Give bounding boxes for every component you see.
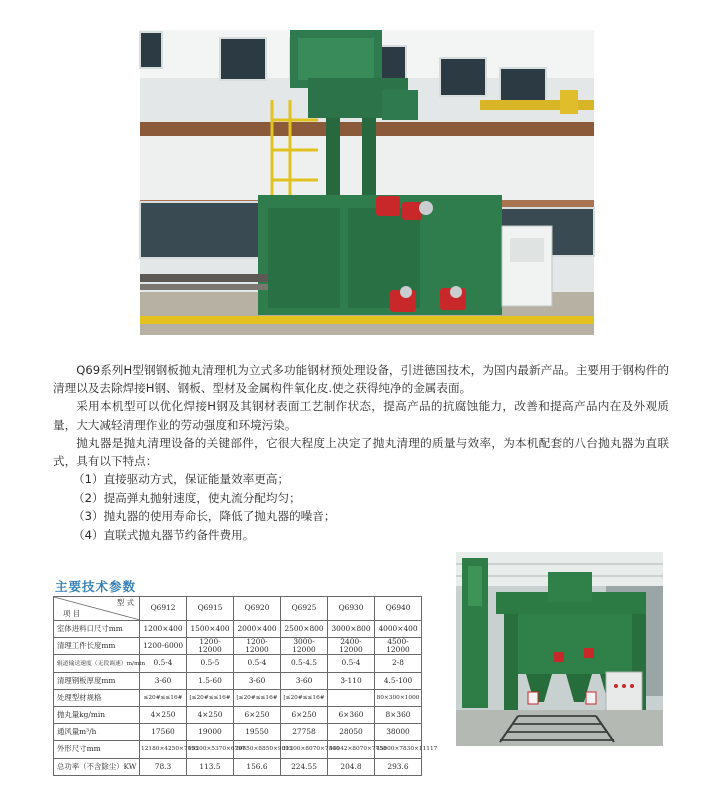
row-label: 处理型材规格 xyxy=(54,689,140,706)
header-item-label: 项 目 xyxy=(63,608,81,618)
table-cell: 19000 xyxy=(187,724,234,741)
table-row xyxy=(54,689,422,706)
table-cell: 44042×8070×7758 xyxy=(328,741,375,758)
table-cell: 2500×800 xyxy=(281,621,328,638)
table-row xyxy=(54,621,422,638)
table-cell: 0.5-4 xyxy=(234,655,281,672)
table-cell: 0.5-4 xyxy=(140,655,187,672)
row-label: 室体进料口尺寸mm xyxy=(54,621,140,638)
table-cell: 12180×4250×7095 xyxy=(140,741,187,758)
table-row xyxy=(54,638,422,655)
table-row xyxy=(54,655,422,672)
table-row xyxy=(54,741,422,758)
table-cell: 113.5 xyxy=(187,758,234,775)
table-cell: 78.3 xyxy=(140,758,187,775)
roller-conveyor-machine-image xyxy=(456,552,663,746)
feature-item: （4）直联式抛丸器节约备件费用。 xyxy=(73,528,255,542)
table-cell: 1200×400 xyxy=(140,621,187,638)
row-label: 总功率（不含除尘）KW xyxy=(54,758,140,775)
machine-photo-secondary xyxy=(456,552,663,746)
model-header: Q6930 xyxy=(328,597,375,621)
table-cell: 2-8 xyxy=(375,655,422,672)
table-cell: ≤20#≤≤16# xyxy=(140,689,187,706)
table-cell: 2400-12000 xyxy=(328,638,375,655)
table-cell: 0.5-4.5 xyxy=(281,655,328,672)
table-cell: [≤20#≤≤16# xyxy=(234,689,281,706)
table-cell: 3-60 xyxy=(140,672,187,689)
table-cell: 17560 xyxy=(140,724,187,741)
shot-blasting-machine-image xyxy=(140,30,594,335)
intro-paragraph: Q69系列H型钢钢板抛丸清理机为立式多功能钢材预处理设备，引进德国技术，为国内最新产品。主要用于钢构件的清理以及去除焊接H钢、钢板、型材及金属构件氧化皮.使之获得纯净的金属表面。 xyxy=(53,363,669,396)
model-header: Q6940 xyxy=(375,597,422,621)
table-cell: 1500×400 xyxy=(187,621,234,638)
table-cell: 4000×400 xyxy=(375,621,422,638)
header-diagonal-cell xyxy=(54,597,140,621)
table-cell: 28050 xyxy=(328,724,375,741)
table-cell: [≤20#≤≤16# xyxy=(187,689,234,706)
row-label: 清理工件长度mm xyxy=(54,638,140,655)
row-label: 抛丸量kg/min xyxy=(54,707,140,724)
row-label: 清理钢板厚度mm xyxy=(54,672,140,689)
table-cell: 4.5-100 xyxy=(375,672,422,689)
table-cell: 3-110 xyxy=(328,672,375,689)
row-label: 通风量m³/h xyxy=(54,724,140,741)
table-cell: 3-60 xyxy=(234,672,281,689)
table-cell: 4500-12000 xyxy=(375,638,422,655)
blaster-paragraph: 抛丸器是抛丸清理设备的关键部件，它很大程度上决定了抛丸清理的质量与效率，为本机配套的八台抛丸器为直联式，具有以下特点： xyxy=(53,435,669,469)
table-cell: 4×250 xyxy=(140,707,187,724)
table-cell: 45000×7830×11117 xyxy=(375,741,422,758)
header-type-label: 型 式 xyxy=(116,598,134,607)
table-row xyxy=(54,672,422,689)
table-cell: 19550 xyxy=(234,724,281,741)
table-cell: 27758 xyxy=(281,724,328,741)
table-header-row xyxy=(54,597,422,621)
table-row xyxy=(54,707,422,724)
table-cell: 1200-12000 xyxy=(187,638,234,655)
table-cell: 30650×8850×9095 xyxy=(234,741,281,758)
feature-item: （3）抛丸器的使用寿命长，降低了抛丸器的噪音； xyxy=(73,509,336,524)
table-cell: 1.5-60 xyxy=(187,672,234,689)
table-cell: 204.8 xyxy=(328,758,375,775)
table-cell: 293.6 xyxy=(375,758,422,775)
table-cell: 3-60 xyxy=(281,672,328,689)
table-cell: [≤20#≤≤16# xyxy=(281,689,328,706)
feature-item: （1）直接驱动方式，保证能量效率更高； xyxy=(73,472,290,487)
table-cell: 80×300×1000 xyxy=(375,689,422,706)
model-header: Q6915 xyxy=(187,597,234,621)
model-header: Q6912 xyxy=(140,597,187,621)
table-row xyxy=(54,724,422,741)
feature-list xyxy=(53,470,669,544)
table-cell: 3000×800 xyxy=(328,621,375,638)
table-cell: 0.5-5 xyxy=(187,655,234,672)
table-cell xyxy=(328,689,375,706)
model-header: Q6925 xyxy=(281,597,328,621)
table-cell: 224.55 xyxy=(281,758,328,775)
table-cell: 6×250 xyxy=(281,707,328,724)
table-cell: 1200-6000 xyxy=(140,638,187,655)
row-label: 外形尺寸mm xyxy=(54,741,140,758)
table-cell: 2000×400 xyxy=(234,621,281,638)
optimization-paragraph: 采用本机型可以优化焊接H钢及其钢材表面工艺制作状态，提高产品的抗腐蚀能力，改善和提高产品内在及外观质量，大大减轻清理作业的劳动强度和环境污染。 xyxy=(53,399,669,432)
row-label: 辊道输送速度（无段调速）m/min xyxy=(54,655,140,672)
machine-photo-main xyxy=(140,30,594,335)
table-cell: 156.6 xyxy=(234,758,281,775)
table-cell: 4×250 xyxy=(187,707,234,724)
model-header: Q6920 xyxy=(234,597,281,621)
description-text xyxy=(53,361,669,545)
spec-table xyxy=(53,596,438,776)
table-cell: 38000 xyxy=(375,724,422,741)
table-row xyxy=(54,758,422,775)
table-cell: 8×360 xyxy=(375,707,422,724)
table-cell: 0.5-4 xyxy=(328,655,375,672)
table-cell: 6×250 xyxy=(234,707,281,724)
spec-table-title: 主要技术参数 xyxy=(55,579,137,594)
table-cell: 1200-12000 xyxy=(234,638,281,655)
table-cell: 31200×8070×7500 xyxy=(281,741,328,758)
table-cell: 15200×5370×6797 xyxy=(187,741,234,758)
feature-item: （2）提高弹丸抛射速度，使丸流分配均匀； xyxy=(73,490,301,505)
table-cell: 6×360 xyxy=(328,707,375,724)
table-cell: 3000-12000 xyxy=(281,638,328,655)
